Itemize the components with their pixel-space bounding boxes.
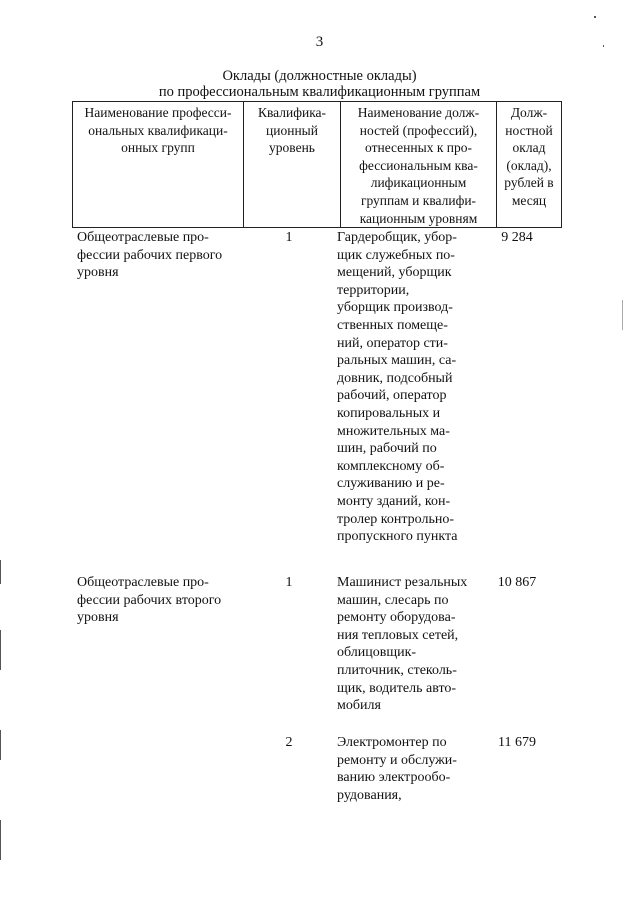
- row3-positions: Электромонтер по ремонту и обслужи- ванию электрообо- рудования,: [337, 735, 457, 803]
- row3-salary: 11 679: [498, 735, 536, 750]
- row1-salary: 9 284: [501, 230, 533, 245]
- page-number: 3: [315, 34, 324, 50]
- row1-level: 1: [285, 230, 293, 245]
- row3-level: 2: [285, 735, 293, 750]
- scan-edge-mark: [0, 730, 1, 760]
- header-positions: Наименование долж- ностей (профессий), отнесенных к про- фессиональным ква- лификационным группам и квалифи- кационным уровням: [341, 102, 497, 228]
- row1-group: Общеотраслевые про- фессии рабочих первого уровня: [77, 230, 223, 281]
- row2-salary: 10 867: [497, 575, 537, 590]
- row2-level: 1: [285, 575, 293, 590]
- header-salary: Долж- ностной оклад (оклад), рублей в месяц: [497, 102, 562, 228]
- scan-edge-mark: [0, 820, 1, 860]
- table-subtitle: по профессиональным квалификационным группам: [158, 84, 481, 100]
- header-group-name: Наименование професси- ональных квалификаци- онных групп: [73, 102, 244, 228]
- row2-group: Общеотраслевые про- фессии рабочих второго уровня: [77, 575, 222, 626]
- table-title: Оклады (должностные оклады): [222, 68, 417, 84]
- scan-speck: [594, 16, 596, 18]
- scan-edge-mark: [622, 300, 623, 330]
- row2-positions: Машинист резальных машин, слесарь по ремонту оборудова- ния тепловых сетей, облицовщик- плиточник, стеколь- щик, водитель авто- мобиля: [337, 575, 468, 714]
- header-qualification-level: Квалифика- ционный уровень: [244, 102, 341, 228]
- scan-edge-mark: [0, 630, 1, 670]
- scan-speck: [603, 45, 604, 47]
- scan-edge-mark: [0, 560, 1, 584]
- row1-positions: Гардеробщик, убор- щик служебных по- мещений, уборщик территории, уборщик производ- ственных помеще- ний, оператор сти- ральных машин, са- довник, подсобный рабочий, оператор копировальных и множительных ма- шин, рабочий по комплексному об- служиванию и ре- монту зданий, кон- тролер контрольно- пропускного пункта: [337, 230, 458, 545]
- table-header: [72, 101, 562, 228]
